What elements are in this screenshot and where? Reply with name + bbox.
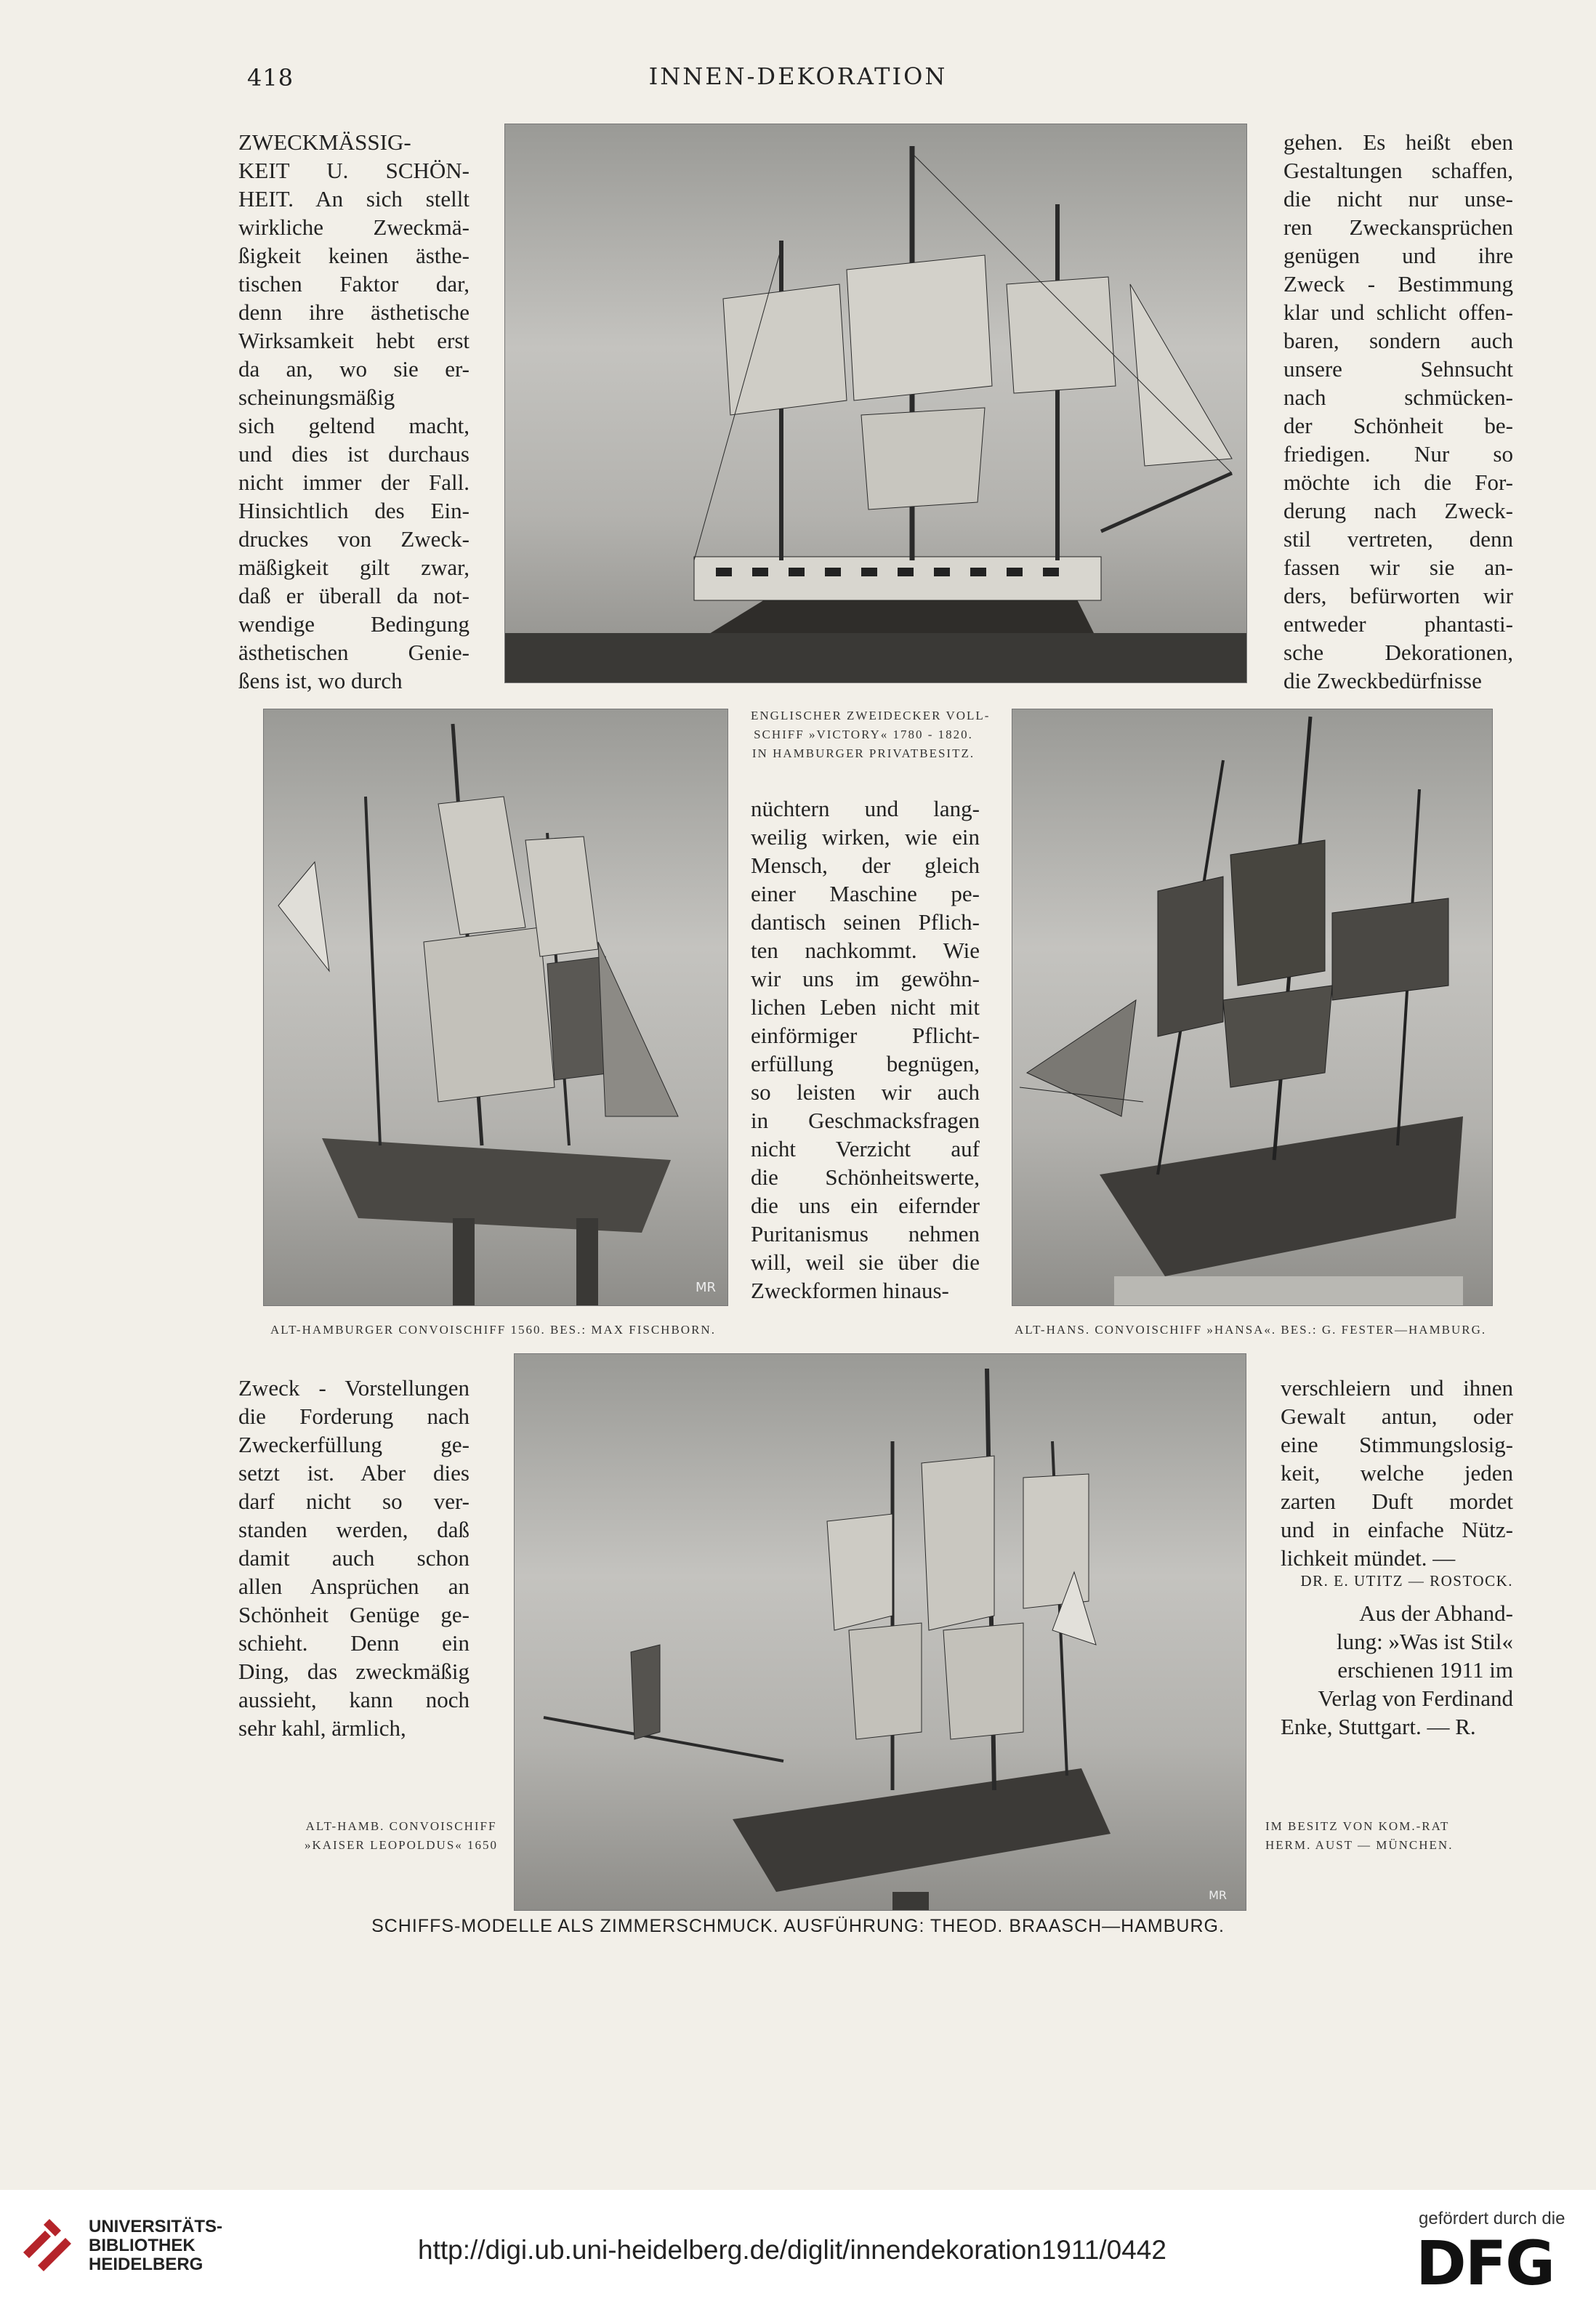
text-line: sehr kahl, ärmlich,: [238, 1715, 406, 1741]
text-column-right-top: [1283, 128, 1513, 695]
footer-bar: [0, 2190, 1596, 2304]
text-line: Schönheit Genüge ge-: [238, 1602, 469, 1627]
dfg-logo: DFG: [1416, 2228, 1555, 2299]
source-url-link[interactable]: http://digi.ub.uni-heidelberg.de/diglit/innendekoration1911/0442: [418, 2235, 1166, 2265]
text-line: Zweck - Vorstellungen: [238, 1375, 469, 1401]
photo-ship-1560: [263, 709, 728, 1306]
text-line: scheinungsmäßig: [238, 384, 395, 410]
text-line: nüchtern und lang-: [751, 796, 980, 821]
text-line: gehen. Es heißt eben: [1283, 129, 1513, 155]
text-line: dantisch seinen Pflich-: [751, 909, 980, 935]
caption-line: IN HAMBURGER PRIVATBESITZ.: [751, 746, 975, 760]
note-line: Enke, Stuttgart. — R.: [1281, 1714, 1476, 1739]
photo-mark: MR: [695, 1280, 716, 1295]
text-line: HEIT. An sich stellt: [238, 186, 469, 212]
text-line: keit, welche jeden: [1281, 1460, 1513, 1486]
text-line: in Geschmacksfragen: [751, 1108, 980, 1133]
text-line: entweder phantasti-: [1283, 611, 1513, 637]
text-line: und dies ist durchaus: [238, 441, 469, 467]
text-line: ästhetischen Genie-: [238, 640, 469, 665]
text-line: nicht Verzicht auf: [751, 1136, 980, 1161]
text-line: wirkliche Zweckmä-: [238, 214, 469, 240]
note-line: Verlag von Ferdinand: [1318, 1685, 1513, 1711]
text-line: ren Zweckansprüchen: [1283, 214, 1513, 240]
photo-ship-hansa: [1012, 709, 1493, 1306]
note-column: [1281, 1599, 1513, 1741]
text-line: nach schmücken-: [1283, 384, 1513, 410]
text-line: wir uns im gewöhn-: [751, 966, 980, 991]
library-name: [89, 2218, 222, 2274]
text-line: damit auch schon: [238, 1545, 469, 1571]
text-line: ßigkeit keinen ästhe-: [238, 243, 469, 268]
text-line: Mensch, der gleich: [751, 853, 980, 878]
caption-line: »KAISER LEOPOLDUS« 1650: [304, 1838, 499, 1852]
text-column-left-bottom: [238, 1374, 469, 1742]
caption-line: IM BESITZ VON KOM.-RAT: [1265, 1819, 1450, 1833]
text-line: der Schönheit be-: [1283, 413, 1513, 438]
text-line: Zweckerfüllung ge-: [238, 1432, 469, 1457]
text-column-left-top: [238, 128, 469, 695]
text-line: friedigen. Nur so: [1283, 441, 1513, 467]
text-line: Ding, das zweckmäßig: [238, 1659, 469, 1684]
text-line: die Schönheitswerte,: [751, 1164, 980, 1190]
text-line: lichen Leben nicht mit: [751, 994, 980, 1020]
text-line: sche Dekorationen,: [1283, 640, 1513, 665]
text-line: mäßigkeit gilt zwar,: [238, 555, 469, 580]
text-line: baren, sondern auch: [1283, 328, 1513, 353]
text-line: Gewalt antun, oder: [1281, 1403, 1513, 1429]
caption-line: HERM. AUST — MÜNCHEN.: [1265, 1838, 1454, 1852]
text-line: erfüllung begnügen,: [751, 1051, 980, 1076]
text-line: standen werden, daß: [238, 1517, 469, 1542]
text-line: möchte ich die For-: [1283, 470, 1513, 495]
text-column-right-bottom: [1281, 1374, 1513, 1572]
photo-ship-victory: [504, 124, 1247, 683]
text-line: lichkeit mündet. —: [1281, 1545, 1456, 1571]
library-name-line: HEIDELBERG: [89, 2255, 203, 2274]
text-line: Hinsichtlich des Ein-: [238, 498, 469, 523]
caption-ship-1560: ALT-HAMBURGER CONVOISCHIFF 1560. BES.: MAX FISCHBORN.: [270, 1323, 716, 1337]
text-line: derung nach Zweck-: [1283, 498, 1513, 523]
text-line: einer Maschine pe-: [751, 881, 980, 906]
note-line: lung: »Was ist Stil«: [1337, 1629, 1513, 1654]
photo-mark-bottom: MR: [1209, 1888, 1227, 1902]
text-line: einförmiger Pflicht-: [751, 1023, 980, 1048]
text-line: Puritanismus nehmen: [751, 1221, 980, 1246]
caption-kaiser-leopoldus: [292, 1817, 510, 1855]
author-line: DR. E. UTITZ — ROSTOCK.: [1300, 1572, 1513, 1590]
text-line: klar und schlicht offen-: [1283, 299, 1513, 325]
text-line: KEIT U. SCHÖN-: [238, 158, 469, 183]
text-line: will, weil sie über die: [751, 1249, 980, 1275]
text-line: ten nachkommt. Wie: [751, 938, 980, 963]
text-line: wendige Bedingung: [238, 611, 469, 637]
text-line: und in einfache Nütz-: [1281, 1517, 1513, 1542]
running-title: INNEN-DEKORATION: [648, 63, 948, 90]
text-line: da an, wo sie er-: [238, 356, 469, 382]
text-line: Zweckformen hinaus-: [751, 1278, 949, 1303]
caption-victory: [751, 706, 991, 763]
note-line: Aus der Abhand-: [1359, 1600, 1513, 1626]
caption-line: SCHIFF »VICTORY« 1780 - 1820.: [754, 728, 973, 741]
text-line: unsere Sehnsucht: [1283, 356, 1513, 382]
text-line: Zweck - Bestimmung: [1283, 271, 1513, 297]
text-line: druckes von Zweck-: [238, 526, 469, 552]
text-column-middle: [751, 794, 980, 1305]
text-line: sich geltend macht,: [238, 413, 469, 438]
caption-ship-hansa: ALT-HANS. CONVOISCHIFF »HANSA«. BES.: G. FESTER—HAMBURG.: [1015, 1323, 1487, 1337]
text-line: daß er überall da not-: [238, 583, 469, 608]
text-line: nicht immer der Fall.: [238, 470, 469, 495]
caption-line: ALT-HAMB. CONVOISCHIFF: [305, 1819, 497, 1833]
text-line: aussieht, kann noch: [238, 1687, 469, 1712]
text-line: allen Ansprüchen an: [238, 1574, 469, 1599]
text-line: so leisten wir auch: [751, 1079, 980, 1105]
text-line: tischen Faktor dar,: [238, 271, 469, 297]
text-line: verschleiern und ihnen: [1281, 1375, 1513, 1401]
funding-note: gefördert durch die: [1419, 2209, 1565, 2228]
text-line: genügen und ihre: [1283, 243, 1513, 268]
page-number: 418: [247, 64, 294, 92]
text-line: setzt ist. Aber dies: [238, 1460, 469, 1486]
caption-line: ENGLISCHER ZWEIDECKER VOLL-: [751, 709, 991, 722]
text-line: eine Stimmungslosig-: [1281, 1432, 1513, 1457]
text-line: zarten Duft mordet: [1281, 1489, 1513, 1514]
main-caption: SCHIFFS-MODELLE ALS ZIMMERSCHMUCK. AUSFÜHRUNG: THEOD. BRAASCH—HAMBURG.: [371, 1916, 1225, 1936]
text-line: weilig wirken, wie ein: [751, 824, 980, 850]
library-name-line: UNIVERSITÄTS-: [89, 2217, 223, 2236]
library-logo-icon: [16, 2209, 81, 2274]
photo-ship-kaiser-leopoldus: [514, 1353, 1246, 1911]
text-line: Gestaltungen schaffen,: [1283, 158, 1513, 183]
text-line: stil vertreten, denn: [1283, 526, 1513, 552]
text-line: die Zweckbedürfnisse: [1283, 668, 1482, 693]
text-line: denn ihre ästhetische: [238, 299, 469, 325]
note-line: erschienen 1911 im: [1337, 1657, 1513, 1683]
text-line: Wirksamkeit hebt erst: [238, 328, 469, 353]
text-line: ders, befürworten wir: [1283, 583, 1513, 608]
text-line: die uns ein eifernder: [751, 1193, 980, 1218]
text-line: ßens ist, wo durch: [238, 668, 403, 693]
text-line: fassen wir sie an-: [1283, 555, 1513, 580]
text-line: die Forderung nach: [238, 1403, 469, 1429]
library-name-line: BIBLIOTHEK: [89, 2236, 196, 2255]
text-line: die nicht nur unse-: [1283, 186, 1513, 212]
text-line: ZWECKMÄSSIG-: [238, 129, 411, 155]
caption-owner-aust: [1265, 1817, 1483, 1855]
text-line: darf nicht so ver-: [238, 1489, 469, 1514]
text-line: schieht. Denn ein: [238, 1630, 469, 1656]
